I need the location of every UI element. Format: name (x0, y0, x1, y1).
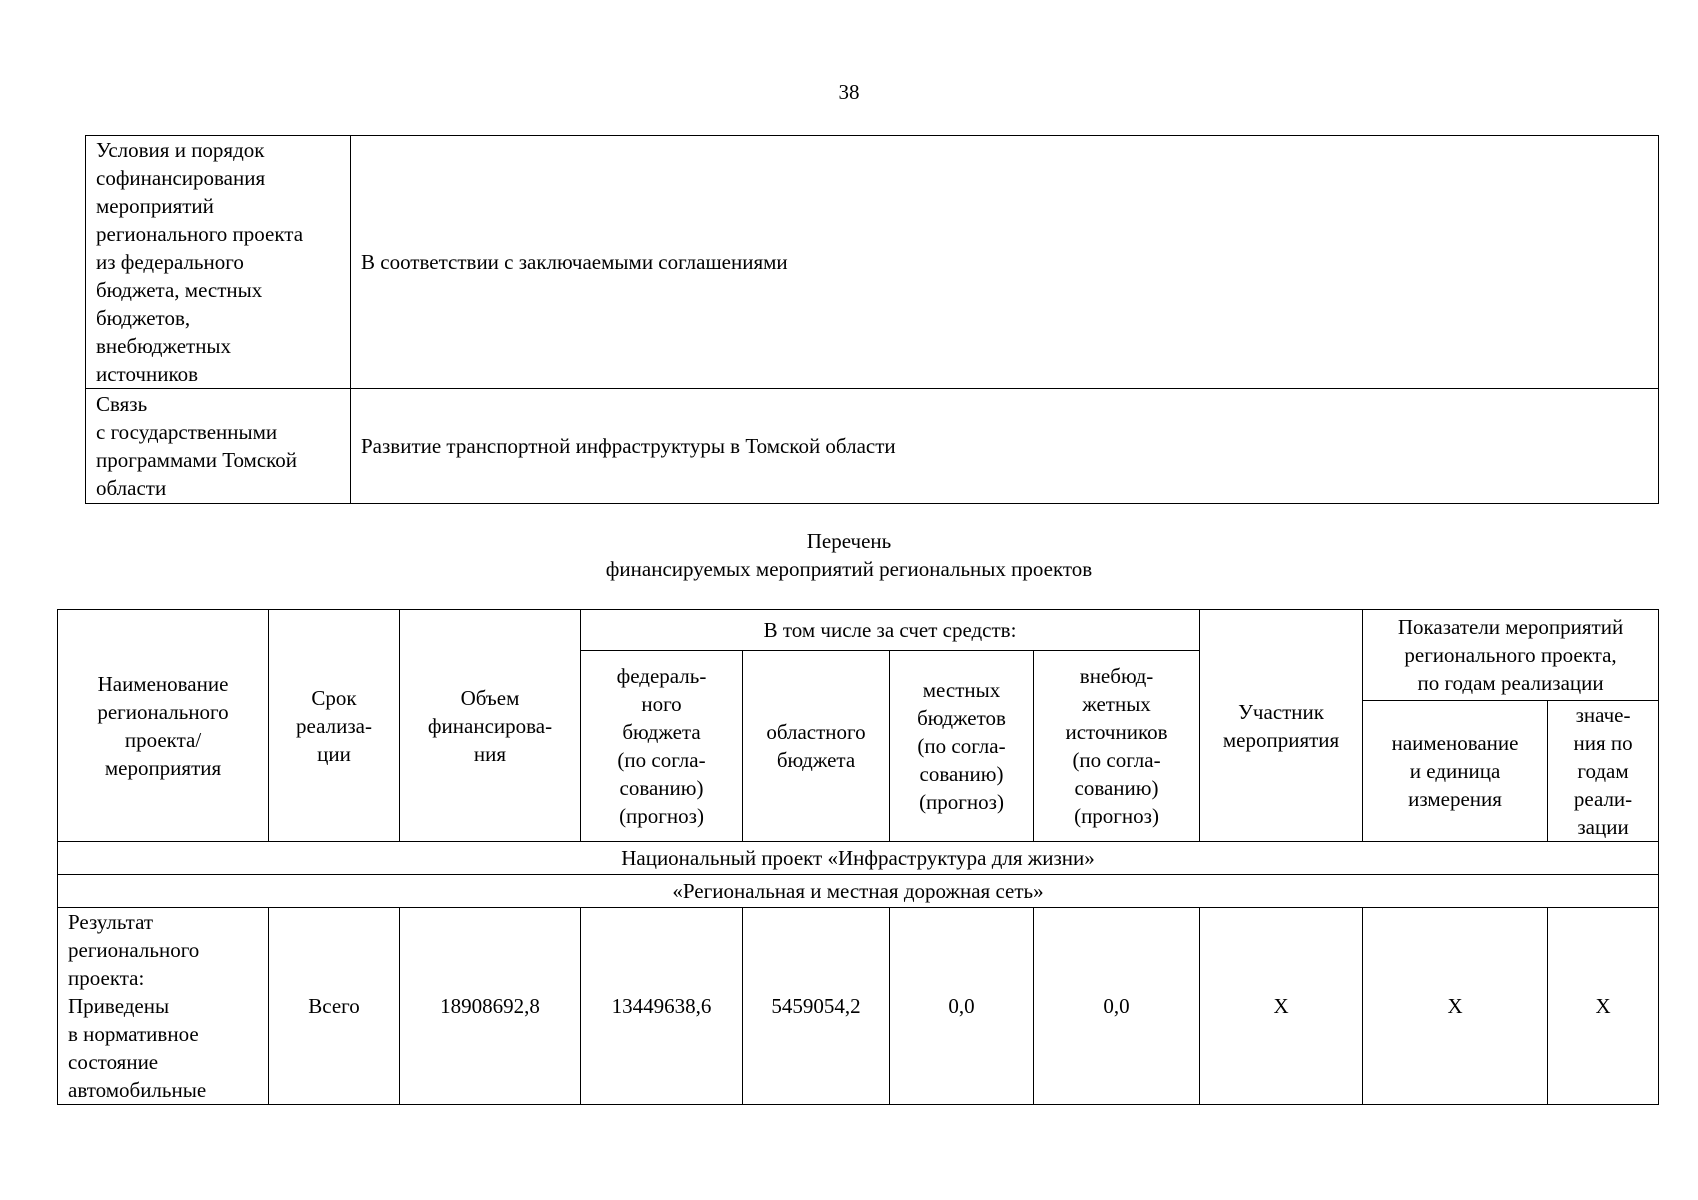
row-regional: 5459054,2 (743, 908, 890, 1105)
row-indicator-name: Х (1363, 908, 1548, 1105)
header-volume: Объем финансирова- ния (400, 610, 581, 842)
header-name: Наименование регионального проекта/ мероприятия (58, 610, 269, 842)
header-regional: областного бюджета (743, 651, 890, 842)
header-extra: внебюд- жетных источников (по согла- сованию) (прогноз) (1034, 651, 1200, 842)
row-volume: 18908692,8 (400, 908, 581, 1105)
header-indicator-name: наименование и единица измерения (1363, 701, 1548, 842)
header-indicator-values: значе- ния по годам реали- зации (1548, 701, 1659, 842)
row-local: 0,0 (890, 908, 1034, 1105)
programs-label: Связь с государственными программами Томской области (86, 389, 351, 504)
header-row-1 (58, 610, 1659, 651)
row-extra: 0,0 (1034, 908, 1200, 1105)
financing-table (57, 609, 1659, 1105)
cofinancing-value: В соответствии с заключаемыми соглашениями (351, 136, 1659, 389)
list-heading-line2: финансируемых мероприятий региональных проектов (605, 557, 1093, 581)
section-row-national (58, 842, 1659, 875)
row-federal: 13449638,6 (581, 908, 743, 1105)
header-indicators: Показатели мероприятий регионального проекта, по годам реализации (1363, 610, 1659, 701)
header-local: местных бюджетов (по согла- сованию) (прогноз) (890, 651, 1034, 842)
passport-table (85, 135, 1659, 504)
section-national-project: Национальный проект «Инфраструктура для жизни» (58, 842, 1659, 875)
programs-row (86, 389, 1659, 504)
row-indicator-values: Х (1548, 908, 1659, 1105)
header-federal: федераль- ного бюджета (по согла- сованию) (прогноз) (581, 651, 743, 842)
page-number: 38 (838, 80, 860, 104)
list-heading (0, 527, 1698, 583)
list-heading-line1: Перечень (806, 529, 892, 553)
row-name: Результат регионального проекта: Приведены в нормативное состояние автомобильные (58, 908, 269, 1105)
programs-value: Развитие транспортной инфраструктуры в Томской области (351, 389, 1659, 504)
row-term: Всего (269, 908, 400, 1105)
cofinancing-label: Условия и порядок софинансирования мероприятий регионального проекта из федерального бюджета, местных бюджетов, внебюджетных источников (86, 136, 351, 389)
row-participant: Х (1200, 908, 1363, 1105)
section-row-road (58, 875, 1659, 908)
header-term: Срок реализа- ции (269, 610, 400, 842)
header-participant: Участник мероприятия (1200, 610, 1363, 842)
section-road-network: «Региональная и местная дорожная сеть» (58, 875, 1659, 908)
table-row (58, 908, 1659, 1105)
header-including: В том числе за счет средств: (581, 610, 1200, 651)
cofinancing-row (86, 136, 1659, 389)
